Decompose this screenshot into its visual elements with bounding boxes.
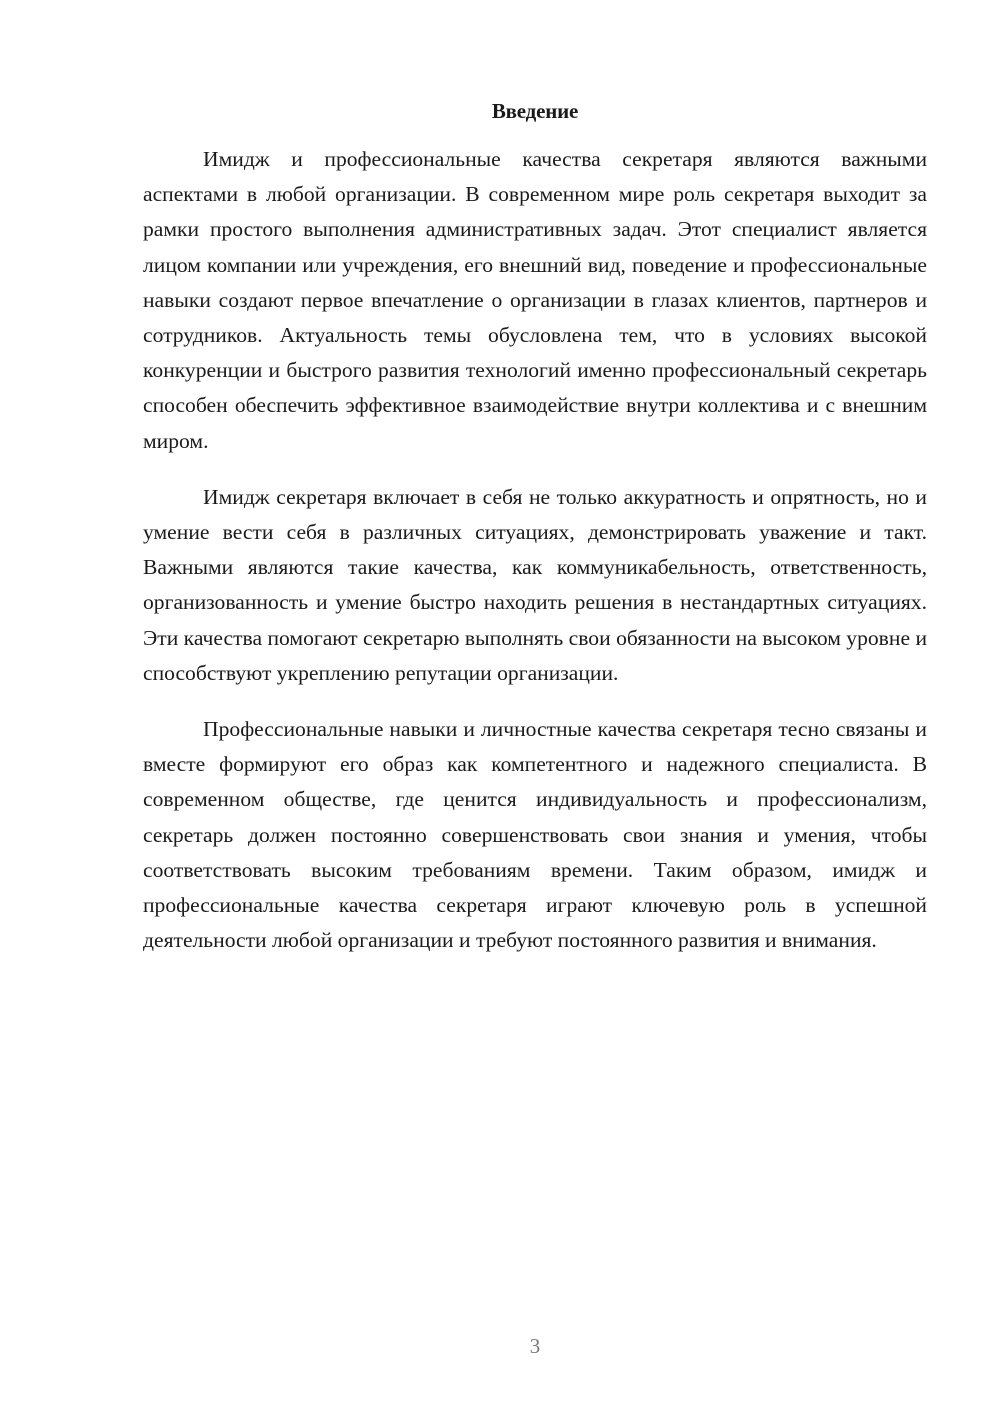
paragraph-3: Профессиональные навыки и личностные качества секретаря тесно связаны и вместе формируют его образ как компетентного и надежного специалиста. В современном обществе, где ценится индивидуальность и профессионализм, секретарь должен постоянно совершенствовать свои знания и умения, чтобы соответствовать высоким требованиям времени. Таким образом, имидж и профессиональные качества секретаря играют ключевую роль в успешной деятельности любой организации и требуют постоянного развития и внимания. xyxy=(143,717,927,953)
page-number: 3 xyxy=(529,1334,541,1358)
paragraph-1: Имидж и профессиональные качества секретаря являются важными аспектами в любой организации. В современном мире роль секретаря выходит за рамки простого выполнения административных задач. Этот специалист является лицом компании или учреждения, его внешний вид, поведение и профессиональные навыки создают первое впечатление о организации в глазах клиентов, партнеров и сотрудников. Актуальность темы обусловлена тем, что в условиях высокой конкуренции и быстрого развития технологий именно профессиональный секретарь способен обеспечить эффективное взаимодействие внутри коллектива и с внешним миром. xyxy=(143,147,927,453)
section-title: Введение xyxy=(491,99,579,123)
body-text xyxy=(143,142,927,979)
paragraph-2: Имидж секретаря включает в себя не только аккуратность и опрятность, но и умение вести себя в различных ситуациях, демонстрировать уважение и такт. Важными являются такие качества, как коммуникабельность, ответственность, организованность и умение быстро находить решения в нестандартных ситуациях. Эти качества помогают секретарю выполнять свои обязанности на высоком уровне и способствуют укреплению репутации организации. xyxy=(143,484,927,685)
